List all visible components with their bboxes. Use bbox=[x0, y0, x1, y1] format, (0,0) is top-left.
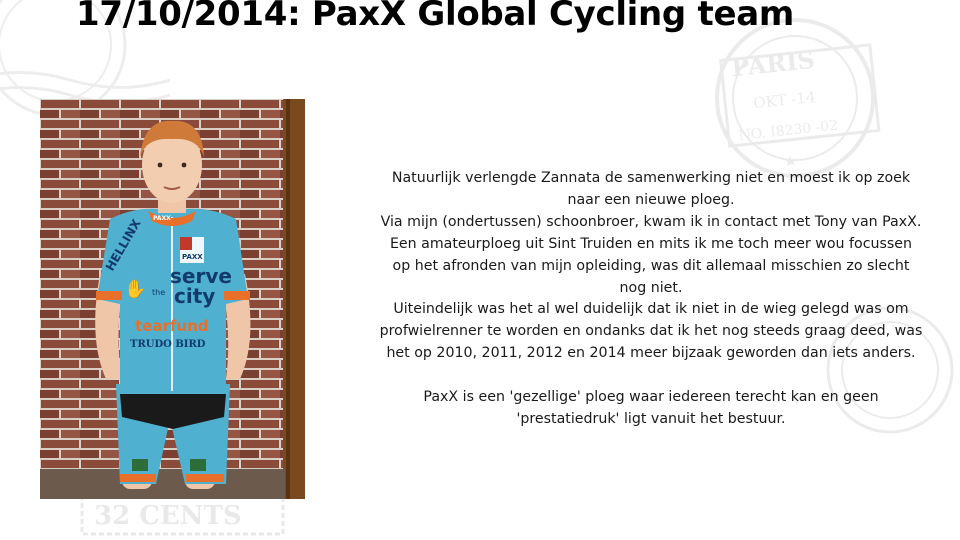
closing-line: PaxX is een 'gezellige' ploeg waar iedereen terecht kan en geen bbox=[423, 389, 879, 406]
body-line: Een amateurploeg uit Sint Truiden en mits ik me toch meer wou focussen bbox=[389, 235, 913, 252]
body-line: profwielrenner te worden en ondanks dat ik het nog steeds graag deed, was bbox=[379, 323, 923, 340]
closing-line: 'prestatiedruk' ligt vanuit het bestuur. bbox=[516, 411, 786, 428]
stamp-value-label: 32 CENTS bbox=[94, 501, 242, 531]
jersey-crest-label: PAXX bbox=[182, 253, 203, 261]
paris-number-label: NO. I8230 -02 bbox=[737, 117, 839, 145]
jersey-hand-icon: ✋ bbox=[124, 279, 147, 300]
body-line: Natuurlijk verlengde Zannata de samenwerking niet en moest ik op zoek bbox=[391, 170, 911, 186]
jersey-sponsor-hellinx: HELLINX bbox=[102, 216, 144, 274]
jersey-sponsor-tearfund: tearfund bbox=[135, 317, 209, 335]
body-line: nog niet. bbox=[619, 279, 683, 296]
body-line: Uiteindelijk was het al wel duidelijk dat ik niet in de wieg gelegd was om bbox=[393, 301, 909, 318]
jersey-sponsor-serve: serve bbox=[170, 264, 232, 288]
paris-city-label: PARIS bbox=[729, 44, 817, 83]
jersey-sponsor-the: the bbox=[152, 288, 166, 297]
paris-date-label: OKT -14 bbox=[752, 87, 817, 113]
cyclist-photo bbox=[40, 99, 305, 499]
slide-body bbox=[366, 168, 936, 431]
jersey-sponsor-trudo: TRUDO BIRD bbox=[130, 339, 206, 350]
body-line: op het afronden van mijn opleiding, was dit allemaal misschien zo slecht bbox=[392, 257, 910, 274]
body-line: het op 2010, 2011, 2012 en 2014 meer bijzaak geworden dan iets anders. bbox=[386, 345, 916, 362]
paragraph-spacer bbox=[366, 365, 936, 387]
body-line: Via mijn (ondertussen) schoonbroer, kwam ik in contact met Tony van PaxX. bbox=[380, 213, 922, 230]
jersey-collar-label: PAXX bbox=[153, 215, 171, 222]
body-line: naar een nieuwe ploeg. bbox=[567, 191, 735, 208]
slide-title: 17/10/2014: PaxX Global Cycling team bbox=[76, 0, 794, 34]
jersey-sponsor-city: city bbox=[174, 284, 216, 308]
